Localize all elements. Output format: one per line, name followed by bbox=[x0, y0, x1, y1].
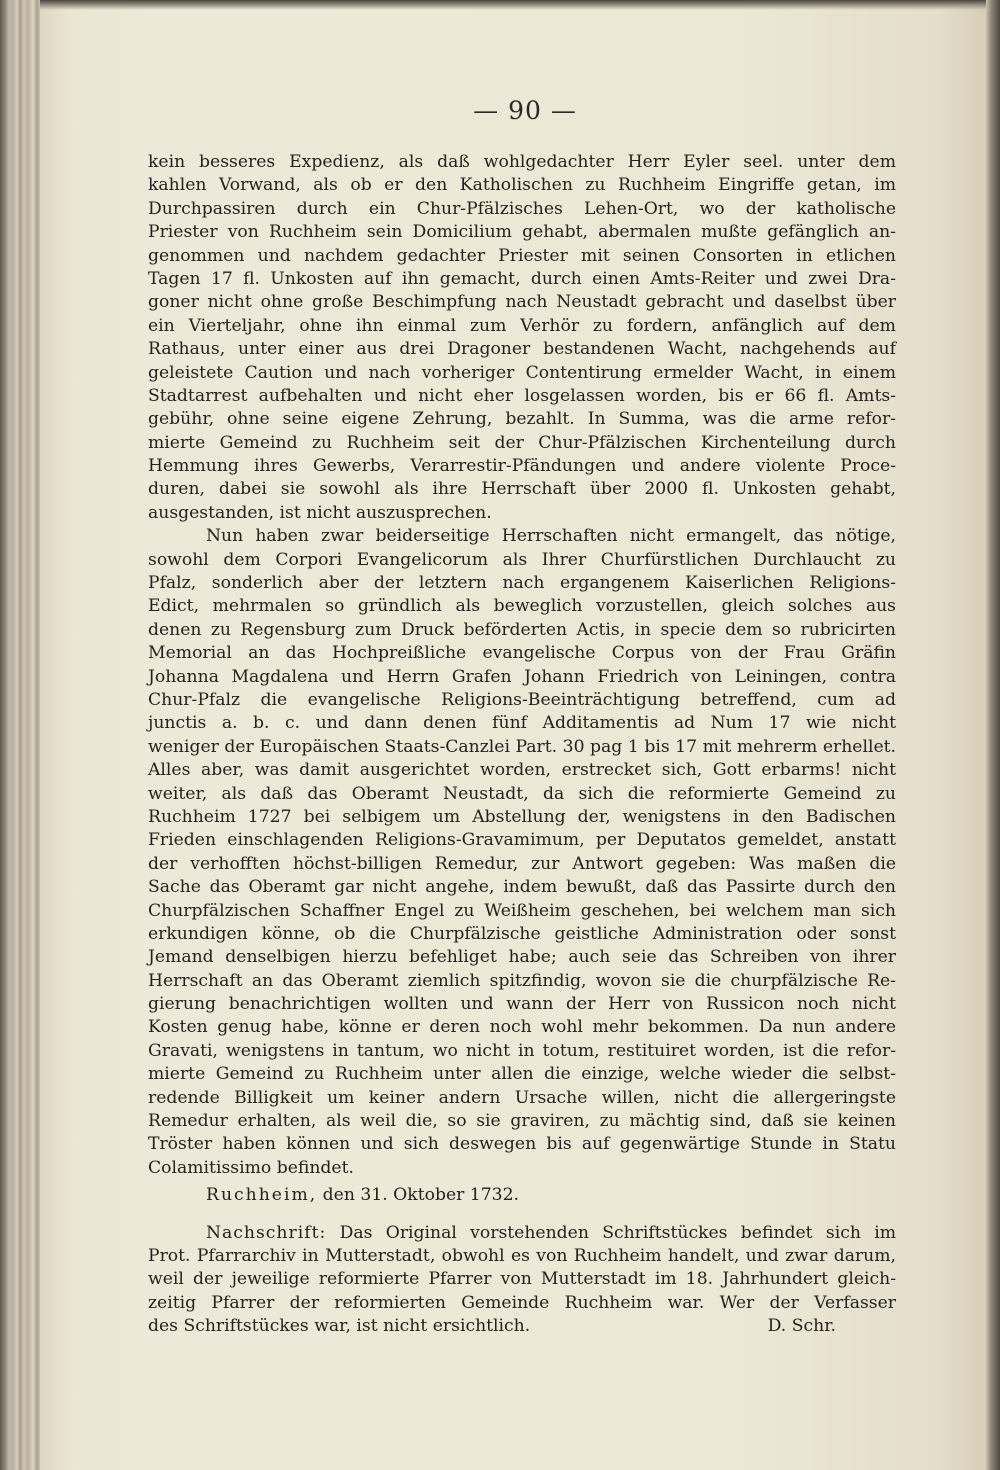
text-line: Kosten genug habe, könne er deren noch wohl mehr bekommen. Da nun andere bbox=[148, 1017, 896, 1038]
text-line: geleistete Caution und nach vorheriger Contentirung ermelder Wacht, in einem bbox=[148, 362, 896, 383]
note-label: Nachschrift: bbox=[206, 1222, 327, 1243]
note-last-line bbox=[148, 1315, 896, 1338]
text-line: Herrschaft an das Oberamt ziemlich spitzfindig, wovon sie die churpfälzische Re- bbox=[148, 970, 896, 991]
text-line: Churpfälzischen Schaffner Engel zu Weißheim geschehen, bei welchem man sich bbox=[148, 900, 896, 921]
page-number: — 90 — bbox=[473, 96, 577, 125]
note-first-line bbox=[148, 1222, 896, 1245]
body-text bbox=[148, 151, 896, 1339]
note-last-line-text: des Schriftstückes war, ist nicht ersichtlich. bbox=[148, 1316, 531, 1337]
text-line: weiter, als daß das Oberamt Neustadt, da sich die reformierte Gemeind zu bbox=[148, 783, 896, 804]
text-line: Remedur erhalten, als weil die, so sie graviren, zu mächtig sind, daß sie keinen bbox=[148, 1111, 896, 1132]
text-line: redende Billigkeit um keiner andern Ursache willen, nicht die allergeringste bbox=[148, 1087, 896, 1108]
text-line: erkundigen könne, ob die Churpfälzische geistliche Administration oder sonst bbox=[148, 923, 896, 944]
note-line: weil der jeweilige reformierte Pfarrer von Mutterstadt im 18. Jahrhundert gleich- bbox=[148, 1269, 896, 1290]
text-line: Frieden einschlagenden Religions-Gravamimum, per Deputatos gemeldet, anstatt bbox=[148, 830, 896, 851]
text-line: Tröster haben können und sich deswegen bis auf gegenwärtige Stunde in Statu bbox=[148, 1134, 896, 1155]
postscript-note bbox=[148, 1222, 896, 1339]
paragraph-2 bbox=[148, 525, 896, 1180]
text-line: Pfalz, sonderlich aber der letztern nach ergangenem Kaiserlichen Religions- bbox=[148, 573, 896, 594]
text-line: Tagen 17 fl. Unkosten auf ihn gemacht, durch einen Amts-Reiter und zwei Dra- bbox=[148, 268, 896, 289]
text-line: Nun haben zwar beiderseitige Herrschaften nicht ermangelt, das nötige, bbox=[206, 526, 896, 547]
text-line: genommen und nachdem gedachter Priester mit seinen Consorten in etlichen bbox=[148, 245, 896, 266]
text-line: Memorial an das Hochpreißliche evangelische Corpus von der Frau Gräfin bbox=[148, 643, 896, 664]
text-line: duren, dabei sie sowohl als ihre Herrschaft über 2000 fl. Unkosten gehabt, bbox=[148, 479, 896, 500]
text-line: Edict, mehrmalen so gründlich als beweglich vorzustellen, gleich solches aus bbox=[148, 596, 896, 617]
text-line: Jemand denselbigen hierzu befehliget habe; auch seie das Schreiben von ihrer bbox=[148, 947, 896, 968]
text-line: Colamitissimo befindet. bbox=[148, 1157, 354, 1178]
text-line: junctis a. b. c. und dann denen fünf Additamentis ad Num 17 wie nicht bbox=[148, 713, 896, 734]
date-line bbox=[148, 1184, 896, 1207]
note-lines bbox=[148, 1245, 896, 1315]
text-line: der verhofften höchst-billigen Remedur, zur Antwort gegeben: Was maßen die bbox=[148, 853, 896, 874]
note-line: Prot. Pfarrarchiv in Mutterstadt, obwohl es von Ruchheim handelt, und zwar darum, bbox=[148, 1245, 896, 1266]
text-line: mierte Gemeind zu Ruchheim seit der Chur-Pfälzischen Kirchenteilung durch bbox=[148, 432, 896, 453]
text-line: Hemmung ihres Gewerbs, Verarrestir-Pfändungen und andere violente Proce- bbox=[148, 456, 896, 477]
text-line: mierte Gemeind zu Ruchheim unter allen die einzige, welche wieder die selbst- bbox=[148, 1064, 896, 1085]
text-line: Rathaus, unter einer aus drei Dragoner bestandenen Wacht, nachgehends auf bbox=[148, 339, 896, 360]
text-line: Alles aber, was damit ausgerichtet worden, erstrecket sich, Gott erbarms! nicht bbox=[148, 760, 896, 781]
text-line: gebühr, ohne seine eigene Zehrung, bezahlt. In Summa, was die arme refor- bbox=[148, 409, 896, 430]
text-line: Priester von Ruchheim sein Domicilium gehabt, abermalen mußte gefänglich an- bbox=[148, 222, 896, 243]
text-line: kein besseres Expedienz, als daß wohlgedachter Herr Eyler seel. unter dem bbox=[148, 152, 896, 172]
text-line: Stadtarrest aufbehalten und nicht eher losgelassen worden, bis er 66 fl. Amts- bbox=[148, 385, 896, 406]
page-right-shadow bbox=[986, 0, 1000, 1470]
text-line: ein Vierteljahr, ohne ihn einmal zum Verhör zu fordern, anfänglich auf dem bbox=[148, 315, 896, 336]
text-line: Johanna Magdalena und Herrn Grafen Johann Friedrich von Leiningen, contra bbox=[148, 666, 896, 687]
date-text: den 31. Oktober 1732. bbox=[317, 1185, 520, 1206]
paragraph-1 bbox=[148, 151, 896, 525]
text-line: sowohl dem Corpori Evangelicorum als Ihrer Churfürstlichen Durchlaucht zu bbox=[148, 549, 896, 570]
text-line: Gravati, wenigstens in tantum, wo nicht in totum, restituiret worden, ist die refor- bbox=[148, 1040, 896, 1061]
text-line: Sache das Oberamt gar nicht angehe, indem bewußt, daß das Passirte durch den bbox=[148, 877, 896, 898]
text-line: gierung benachrichtigen wollten und wann der Herr von Russicon noch nicht bbox=[148, 994, 896, 1015]
text-line: goner nicht ohne große Beschimpfung nach Neustadt gebracht und daselbst über bbox=[148, 292, 896, 313]
note-signature: D. Schr. bbox=[767, 1316, 836, 1337]
text-line: denen zu Regensburg zum Druck beförderten Actis, in specie dem so rubricirten bbox=[148, 619, 896, 640]
note-line: zeitig Pfarrer der reformierten Gemeinde Ruchheim war. Wer der Verfasser bbox=[148, 1292, 896, 1313]
page-top-shadow bbox=[40, 0, 988, 10]
date-place: Ruchheim, bbox=[206, 1185, 318, 1206]
note-first-line-text: Das Original vorstehenden Schriftstückes befindet sich im bbox=[326, 1222, 896, 1243]
text-line: Durchpassiren durch ein Chur-Pfälzisches Lehen-Ort, wo der katholische bbox=[148, 198, 896, 219]
text-line: Chur-Pfalz die evangelische Religions-Beeinträchtigung betreffend, cum ad bbox=[148, 689, 896, 710]
text-line: Ruchheim 1727 bei selbigem um Abstellung der, wenigstens in den Badischen bbox=[148, 806, 896, 827]
text-line: kahlen Vorwand, als ob er den Katholischen zu Ruchheim Eingriffe getan, im bbox=[148, 175, 896, 196]
text-line: weniger der Europäischen Staats-Canzlei Part. 30 pag 1 bis 17 mit mehrerm erhellet. bbox=[148, 736, 896, 757]
text-line: ausgestanden, ist nicht auszusprechen. bbox=[148, 502, 492, 523]
